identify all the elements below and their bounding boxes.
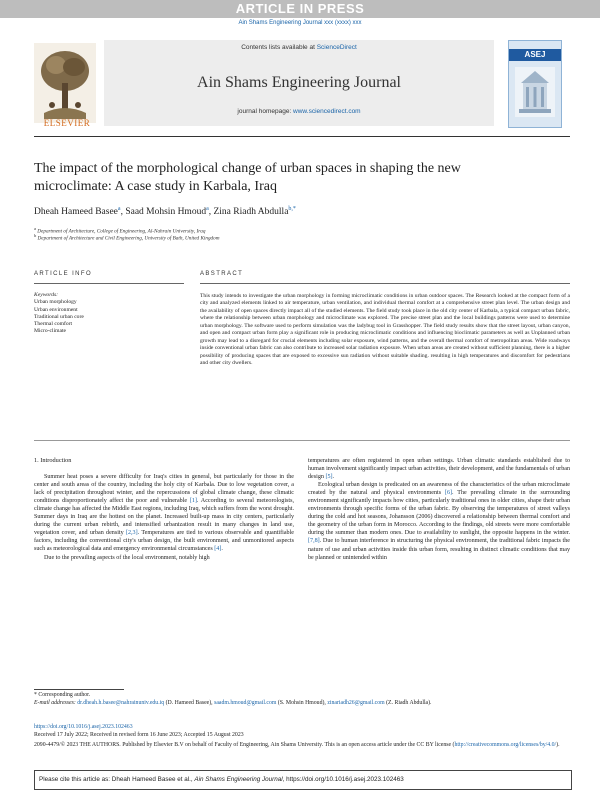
keywords-heading: Keywords: [34,292,59,298]
citation-link[interactable]: [1] [189,498,197,505]
footnote-rule [34,689,124,690]
body-paragraph: Ecological urban design is predicated on an awareness of the characteristics of the urban microclimate created by the natural and physical environments [6]. The prevailing climate in the surrounding environment significantly impacts how cities, particularly traditional ones in older cities, shape their urban environments through specific forms of the urban fabric. By observing the temperatures of street valleys during the cold and hot seasons, Johansson (2006) discovered a relationship between thermal comfort and the geometry of the urban form in Morocco. According to the findings, old streets were more comfortable during the summer than modern ones. Due to availability to sunlight, the opposite happens in the winter. [7,8]. Due to human interference in structuring the physical environment, the traditional fabric impacts the nature of use and urban activities inside this urban form, resulting in distinct climatic conditions that may be planned or unintended within [308,482,570,561]
author-name[interactable]: Dheah Hameed Basee [34,207,118,218]
body-left-column [34,457,294,562]
article-in-press-banner: ARTICLE IN PRESS [0,0,600,18]
abstract-label: ABSTRACT [200,271,244,277]
abstract-bottom-rule [34,440,570,441]
email-link[interactable]: dr.dheah.h.basee@nahrainuniv.edu.iq [77,700,165,706]
received-dates: Received 17 July 2022; Received in revised form 16 June 2023; Accepted 15 August 2023 [34,732,244,738]
abstract-text: This study intends to investigate the urban morphology in forming microclimatic conditions in urban outdoor spaces. The Research looked at the compact form of a city and analyzed elements linked to air temperature, urban ventilation, and individual thermal comfort at a comprehensive street plan level. The urban design and the availability of open spaces directly impact all of the studied elements. The field study took place in the old city center of Karbala, a typical compact urban fabric, where the relationship between urban morphology and microclimate was explored. The precise street plan and the local buildings patterns were used to determine urban morphology. The software used to perform simulation was the ladybug tool in Grasshopper. The field study results show that the street layout, urban canyon, and open and compact urban form play a significant role in producing microclimatic conditions and influencing bioclimatic parameters as well as Unplanned urban growth may lead to a disregard for crucial elements including solar exposure, wind patterns, and the overall thermal comfort of metropolitan areas. Wide roadways inside conventional urban fabric can also contribute to increased solar radiation exposure. When urban areas are created without sufficient planning, there is a higher possibility of producing spaces that are exposed to excessive sun radiation without suitable shading. resulting in high temperatures and discomfort for pedestrians and other city dwellers. [200,293,570,367]
citation-link[interactable]: [2,3] [125,530,138,537]
cover-label: ASEJ [509,49,561,61]
citation-link[interactable]: [6] [444,490,453,497]
article-info-rule [34,283,184,284]
email-link[interactable]: saadm.hmoud@gmail.com [214,700,277,706]
author-name[interactable]: Saad Mohsin Hmoud [125,207,207,218]
article-info-label: ARTICLE INFO [34,271,93,277]
license-link[interactable]: http://creativecommons.org/licenses/by/4.0/ [454,742,557,748]
affiliation: $^b$ Department of Architecture and Civil Engineering, University of Bath, United Kingdom [34,233,220,242]
journal-cover-thumbnail [508,40,562,128]
elsevier-tree-logo [34,38,96,128]
corresponding-author-note: * Corresponding author. [34,692,91,698]
body-paragraph: temperatures are often registered in open urban settings. Urban climatic standards established due to human involvement significantly impact urban activities, their development, and the fundamentals of urban design [5]. [308,458,570,481]
homepage-line: journal homepage: www.sciencedirect.com [237,108,361,115]
journal-header [34,36,570,132]
contents-line: Contents lists available at ScienceDirect [241,44,357,51]
cite-this-article-box: Please cite this article as: Dheah Hameed Basee et al., Ain Shams Engineering Journal, https://doi.org/10.1016/j.asej.2023.102463 [34,770,572,790]
keyword: Thermal comfort [34,321,73,328]
email-link[interactable]: zinariadh26@gmail.com [327,700,385,706]
keywords-block [34,292,184,336]
citation-link[interactable]: [7,8] [308,538,320,545]
journal-banner-box [104,40,494,126]
section-heading-introduction: 1. Introduction [34,457,72,464]
homepage-link[interactable]: www.sciencedirect.com [293,108,361,115]
keyword: Micro-climate [34,328,66,335]
doi-link[interactable]: https://doi.org/10.1016/j.asej.2023.102463 [34,724,133,730]
sciencedirect-link[interactable]: ScienceDirect [316,44,357,51]
keyword: Urban environment [34,306,78,313]
cover-building-image [515,67,555,117]
citation-link[interactable]: [5] [325,474,333,481]
citation-link[interactable]: [4] [214,546,222,553]
email-addresses: E-mail addresses: dr.dheah.h.basee@nahrainuniv.edu.iq (D. Hameed Basee), saadm.hmoud@gmail.com (S. Mohsin Hmoud), zinariadh26@gmail.com (Z. Riadh Abdulla). [34,700,432,706]
header-rule [34,136,570,137]
journal-citation-line: Ain Shams Engineering Journal xxx (xxxx) xxx [238,20,362,26]
body-paragraph: Due to the prevailing aspects of the local environment, notably high [44,554,210,561]
article-title: The impact of the morphological change of urban spaces in shaping the new microclimate: A case study in Karbala, Iraq [34,161,461,194]
author-list: Dheah Hameed Basee$^a$, Saad Mohsin Hmoud$^a$, Zina Riadh Abdulla$^{b,*}$ [34,206,296,218]
body-paragraph: Summer heat poses a severe difficulty for Iraq's cities in general, but particularly for those in the center and south areas of the country, including the holy city of Karbala. Due to low vegetation cover, a lack of precipitation throughout winter, and the repercussions of global climate change, these climatic conditions disproportionately affect the poor and vulnerable [1]. According to several meteorologists, climate change has affected the Middle East regions, including Iraq, which suffers from the worst drought. Summer days in Iraq are the hottest on the planet. Increased built-up mass in city centers, particularly during the current urban rebirth, and intensified urbanization result in many changes in land use, vegetation cover, and urban density [2,3]. Temperatures are tied to various observable and quantifiable factors, including the conventional city's urban design, the built environment, and unmonitored aspects such as meteorological data and emergency environmental circumstances [4]. [34,474,294,553]
author-name[interactable]: Zina Riadh Abdulla [213,207,289,218]
abstract-rule [200,283,570,284]
body-right-column [308,457,570,562]
keyword: Urban morphology [34,299,77,306]
affiliation: $^a$ Department of Architecture, College of Engineering, Al-Nahrain University, Iraq [34,226,206,235]
publisher-wordmark: ELSEVIER [43,118,91,128]
journal-title: Ain Shams Engineering Journal [197,74,401,91]
copyright-notice: 2090-4479/© 2023 THE AUTHORS. Published by Elsevier B.V on behalf of Faculty of Engineering, Ain Shams University. This is an open access article under the CC BY license (http://creativecommons.org/licenses/by/4.0/). [34,742,560,748]
keyword: Traditional urban core [34,313,84,320]
